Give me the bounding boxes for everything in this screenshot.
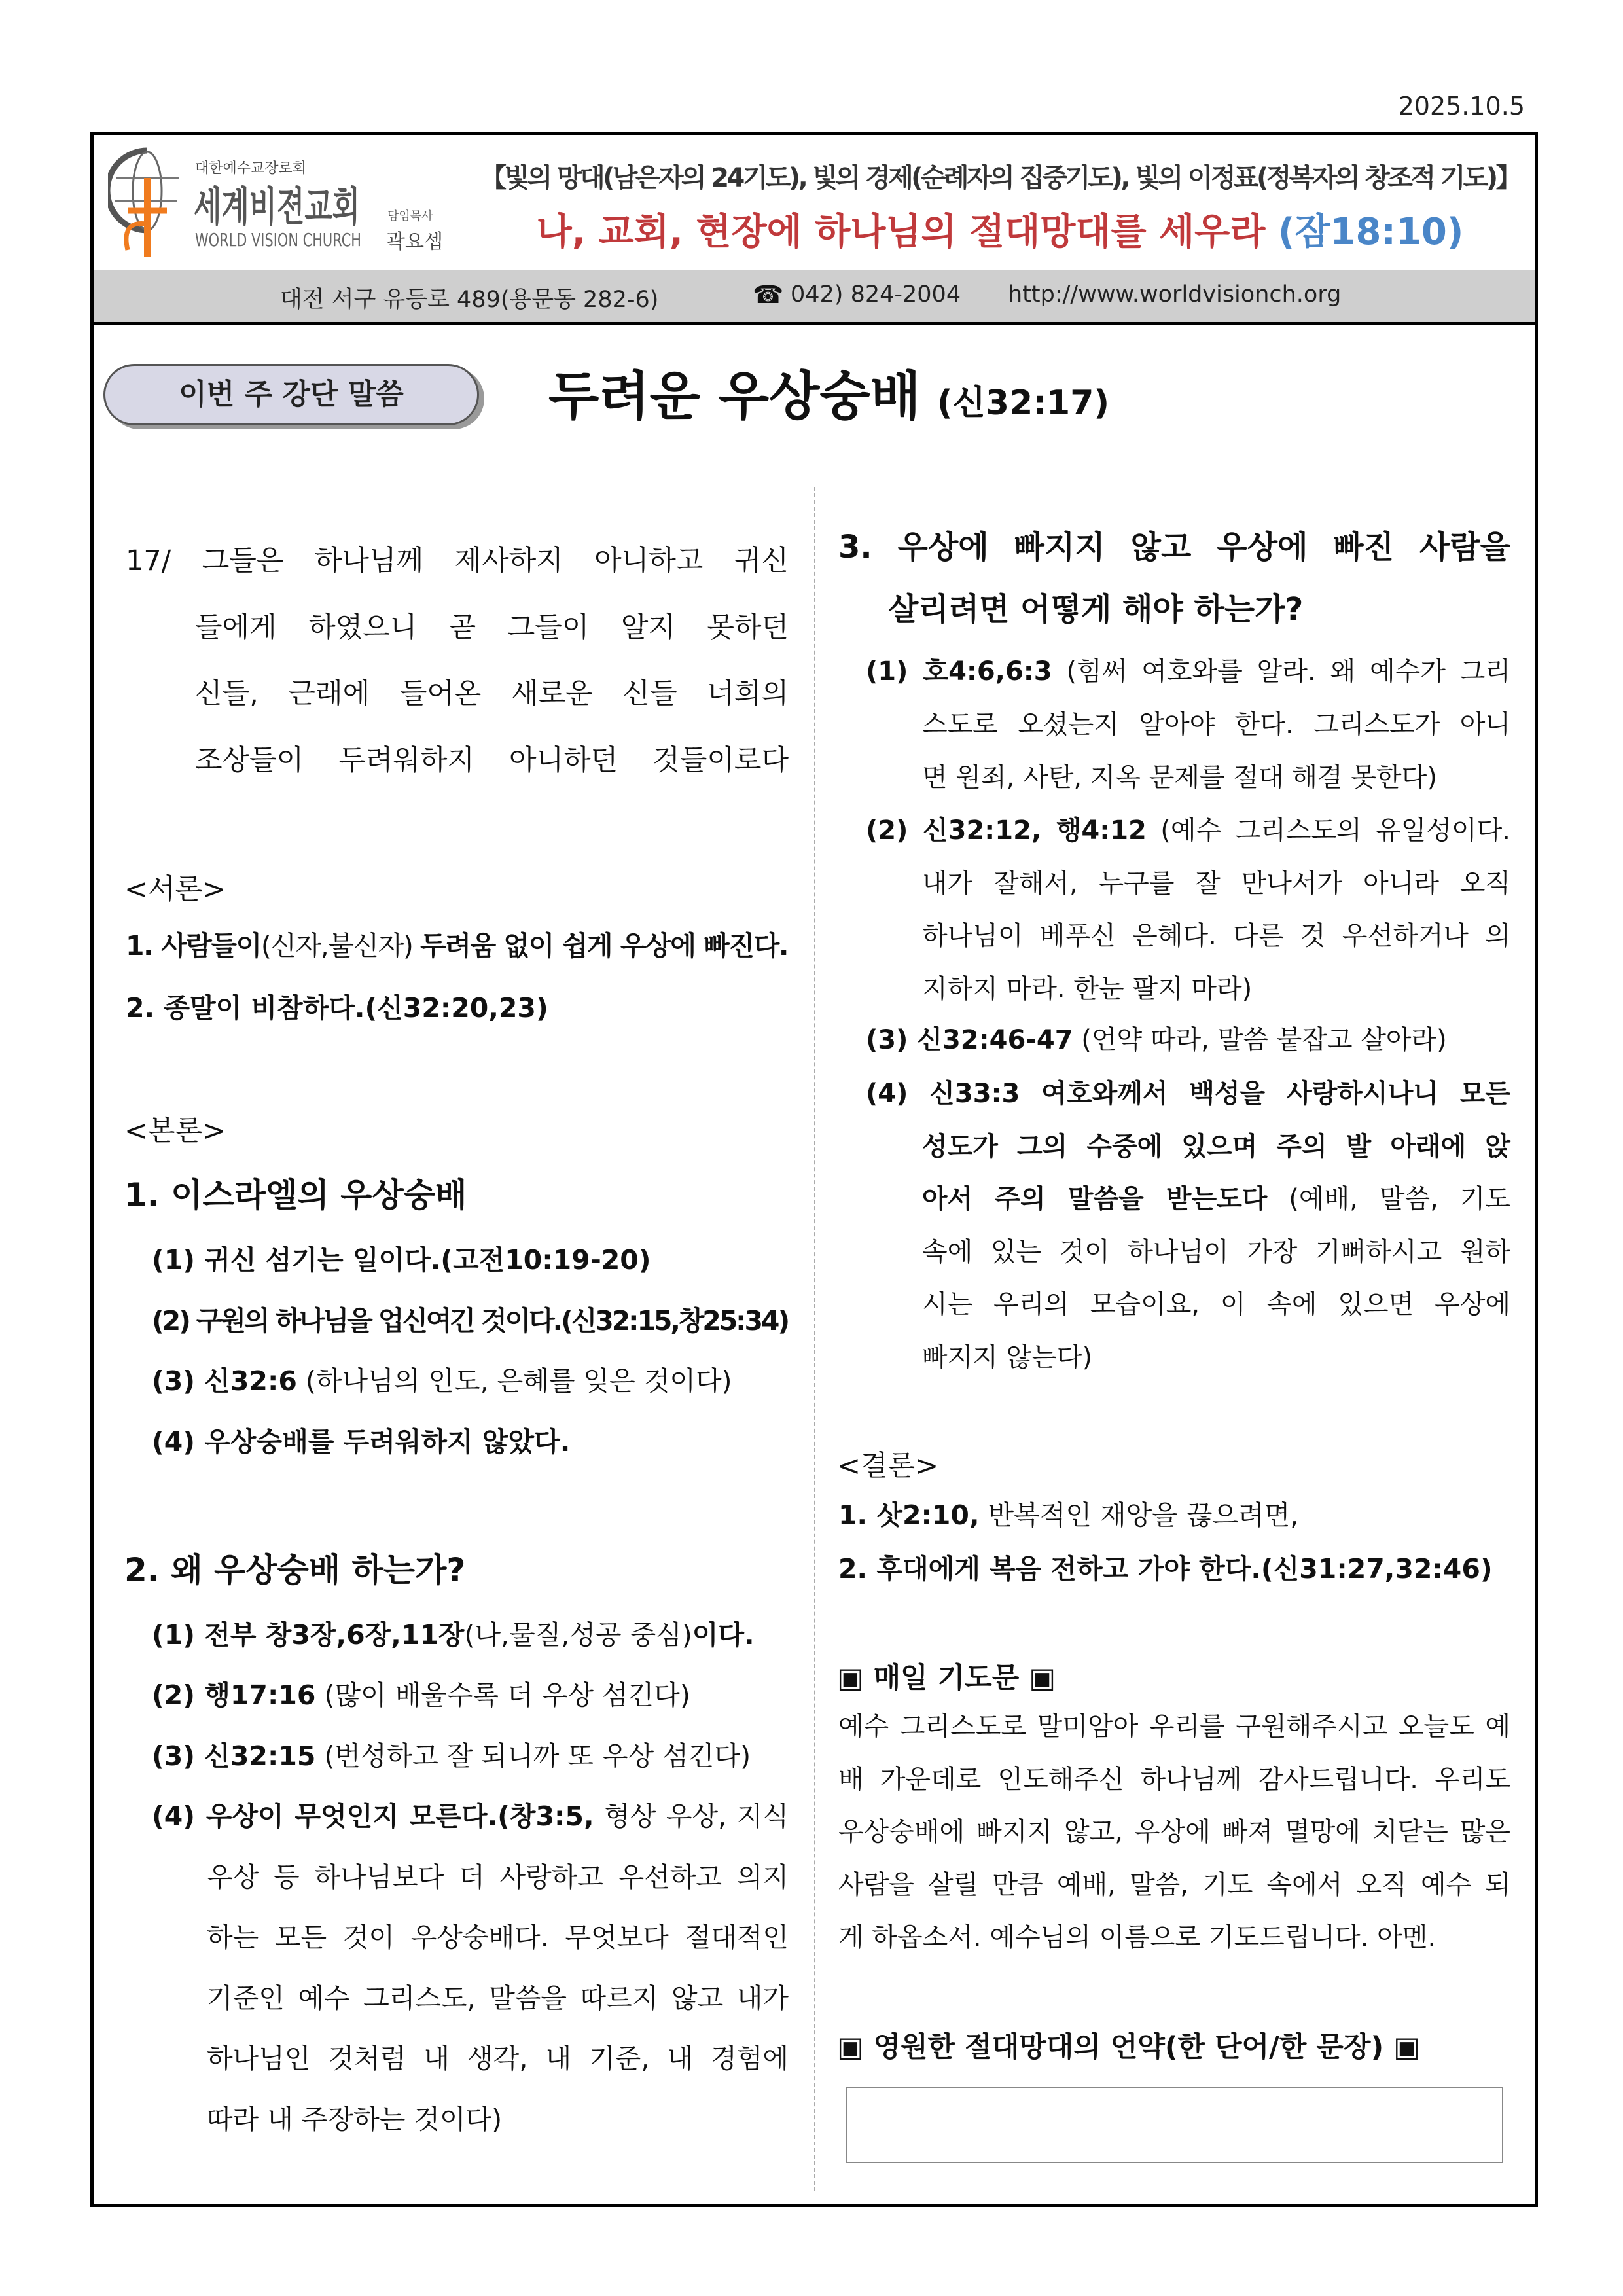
how-to-save-item-text: (4) 신33:3 여호와께서 백성을 사랑하시나니 모든	[866, 1079, 1510, 1109]
website-link[interactable]: http://www.worldvisionch.org	[1008, 281, 1342, 308]
how-to-save-item-line	[922, 916, 1510, 956]
conclusion-label: <결론>	[837, 1450, 939, 1482]
how-to-save-item-text: (3) 신32:46-47	[866, 1025, 1073, 1055]
how-to-save-item-text: 속에 있는 것이 하나님이 가장 기뻐하시고 원하	[922, 1236, 1510, 1267]
israel-idolatry-item-text: (2) 구원의 하나님을 업신여긴 것이다.(신32:15,창25:34)	[152, 1305, 788, 1336]
date: 2025.10.5	[1398, 92, 1525, 120]
how-to-save-item-line	[866, 811, 1510, 850]
how-to-save-item-line	[922, 1127, 1510, 1166]
why-idolatry-item-text: 기준인 예수 그리스도, 말씀을 따르지 않고 내가	[207, 1982, 789, 2014]
address: 대전 서구 유등로 489(용문동 282-6)	[280, 287, 659, 313]
israel-idolatry-item-text: (4) 우상숭배를 두려워하지 않았다.	[152, 1426, 571, 1458]
why-idolatry-item-text: (많이 배울수록 더 우상 섬긴다)	[315, 1679, 690, 1711]
prayer-line	[838, 1707, 1510, 1746]
israel-idolatry-item-line	[152, 1301, 788, 1340]
heading-how-to-save-text: 3. 우상에 빠지지 않고 우상에 빠진 사람을	[838, 529, 1510, 565]
how-to-save-item-text: 스도로 오셨는지 알아야 한다. 그리스도가 아니	[922, 709, 1510, 740]
why-idolatry-item-line	[207, 2100, 502, 2139]
prayer-line	[838, 1760, 1510, 1799]
prayer-line	[838, 1812, 1510, 1852]
heading-why-idolatry: 2. 왜 우상숭배 하는가?	[124, 1551, 466, 1589]
how-to-save-item-line	[922, 1338, 1092, 1377]
sermon-title-line	[548, 364, 1109, 429]
how-to-save-item-line	[866, 652, 1510, 691]
how-to-save-item-text: (예배, 말씀, 기도	[1267, 1184, 1510, 1215]
intro-item-text: (신자,불신자)	[260, 930, 421, 961]
why-idolatry-item-line	[207, 2039, 789, 2078]
why-idolatry-item-line	[152, 1736, 751, 1776]
how-to-save-item-line	[866, 1074, 1510, 1113]
why-idolatry-item-line	[152, 1676, 690, 1715]
intro-item-line	[126, 926, 788, 965]
why-idolatry-item-text: 형상 우상, 지식	[594, 1801, 789, 1832]
verse-line	[195, 608, 789, 647]
why-idolatry-item-line	[207, 1979, 789, 2018]
verse-text: 들에게 하였으니 곧 그들이 알지 못하던	[195, 611, 789, 644]
why-idolatry-item-text: 하나님인 것처럼 내 생각, 내 기준, 내 경험에	[207, 2043, 789, 2074]
why-idolatry-item-text: (번성하고 잘 되니까 또 우상 섬긴다)	[315, 1740, 751, 1772]
conclusion-item-text: 1. 삿2:10,	[838, 1499, 980, 1531]
how-to-save-item-line	[922, 705, 1510, 744]
how-to-save-item-text: 아서 주의 말씀을 받는도다	[922, 1184, 1268, 1215]
church-english-name: WORLD VISION CHURCH	[195, 229, 361, 251]
why-idolatry-item-text: (나,물질,성공 중심)	[464, 1619, 692, 1651]
pastor-title: 담임목사	[387, 209, 433, 223]
how-to-save-item-text: (2) 신32:12, 행4:12	[866, 816, 1147, 846]
column-divider	[814, 487, 815, 2191]
how-to-save-item-text: 면 원죄, 사탄, 지옥 문제를 절대 해결 못한다)	[922, 762, 1437, 793]
intro-label: <서론>	[124, 873, 226, 906]
why-idolatry-item-text: (1) 전부 창3장,6장,11장	[152, 1619, 465, 1651]
how-to-save-item-text: (힘써 여호와를 알라. 왜 예수가 그리	[1052, 656, 1510, 687]
intro-item-text: 두려움 없이 쉽게 우상에 빠진다.	[420, 930, 788, 961]
intro-item-text: 2. 종말이 비참하다.(신32:20,23)	[126, 992, 548, 1024]
header-motto: 나, 교회, 현장에 하나님의 절대망대를 세우라	[536, 211, 1266, 253]
verse-line	[126, 541, 789, 581]
why-idolatry-item-line	[207, 1857, 789, 1897]
why-idolatry-item-text: 이다.	[692, 1619, 755, 1651]
verse-text: 신들, 근래에 들어온 새로운 신들 너희의	[195, 677, 789, 710]
header-themes: 【빛의 망대(남은자의 24기도), 빛의 경제(순례자의 집중기도), 빛의 이정표(정복자의 창조적 기도)】	[480, 163, 1520, 193]
covenant-title: ▣ 영원한 절대망대의 언약(한 단어/한 문장) ▣	[837, 2031, 1420, 2064]
church-logo	[108, 145, 187, 260]
israel-idolatry-item-line	[152, 1361, 732, 1401]
prayer-line	[838, 1918, 1436, 1957]
why-idolatry-item-text: (4) 우상이 무엇인지 모른다.(창3:5,	[152, 1801, 594, 1832]
how-to-save-item-line	[866, 1020, 1447, 1060]
conclusion-item-line	[838, 1549, 1493, 1588]
how-to-save-item-text: 빠지지 않는다)	[922, 1342, 1093, 1372]
how-to-save-item-line	[922, 864, 1510, 903]
prayer-text: 우상숭배에 빠지지 않고, 우상에 빠져 멸망에 치닫는 많은	[838, 1817, 1510, 1848]
heading-how-to-save-text: 살리려면 어떻게 해야 하는가?	[888, 591, 1304, 628]
how-to-save-item-text: 시는 우리의 모습이요, 이 속에 있으면 우상에	[922, 1289, 1510, 1320]
verse-line	[195, 741, 789, 780]
conclusion-item-text: 반복적인 재앙을 끊으려면,	[979, 1499, 1299, 1531]
prayer-line	[838, 1865, 1510, 1905]
heading-how-to-save-line	[888, 590, 1303, 629]
why-idolatry-item-text: 따라 내 주장하는 것이다)	[207, 2103, 503, 2135]
israel-idolatry-item-line	[152, 1240, 651, 1280]
why-idolatry-item-line	[152, 1797, 789, 1836]
how-to-save-item-line	[922, 758, 1437, 797]
israel-idolatry-item-line	[152, 1422, 570, 1462]
why-idolatry-item-line	[152, 1615, 755, 1655]
how-to-save-item-line	[922, 1179, 1510, 1219]
how-to-save-item-text: 하나님이 베푸신 은혜다. 다른 것 우선하거나 의	[922, 921, 1510, 951]
how-to-save-item-text: (언약 따라, 말씀 붙잡고 살아라)	[1073, 1025, 1447, 1055]
intro-item-text: 1. 사람들이	[126, 930, 261, 961]
prayer-text: 배 가운데로 인도해주신 하나님께 감사드립니다. 우리도	[838, 1764, 1510, 1795]
conclusion-item-text: 2. 후대에게 복음 전하고 가야 한다.(신31:27,32:46)	[838, 1553, 1493, 1585]
israel-idolatry-item-text: (하나님의 인도, 은혜를 잊은 것이다)	[296, 1365, 732, 1397]
globe-cross-icon	[108, 145, 187, 260]
why-idolatry-item-text: (2) 행17:16	[152, 1679, 316, 1711]
israel-idolatry-item-text: (1) 귀신 섬기는 일이다.(고전10:19-20)	[152, 1244, 651, 1276]
church-name: 세계비젼교회	[194, 183, 360, 230]
conclusion-item-line	[838, 1496, 1298, 1535]
verse-text: 조상들이 두려워하지 아니하던 것들이로다	[195, 744, 789, 777]
prayer-title: ▣ 매일 기도문 ▣	[837, 1662, 1056, 1695]
how-to-save-item-text: (1) 호4:6,6:3	[866, 656, 1052, 687]
intro-item-line	[126, 988, 548, 1028]
prayer-text: 게 하옵소서. 예수님의 이름으로 기도드립니다. 아멘.	[838, 1922, 1436, 1953]
how-to-save-item-text: (예수 그리스도의 유일성이다.	[1146, 816, 1510, 846]
pastor-name: 곽요셉	[386, 230, 443, 253]
header-motto-line	[480, 203, 1520, 255]
body-label: <본론>	[124, 1115, 226, 1147]
verse-text: 17/ 그들은 하나님께 제사하지 아니하고 귀신	[126, 545, 789, 577]
prayer-text: 예수 그리스도로 말미암아 우리를 구원해주시고 오늘도 예	[838, 1712, 1510, 1742]
header-motto-ref: (잠18:10)	[1277, 211, 1464, 253]
why-idolatry-item-text: (3) 신32:15	[152, 1740, 316, 1772]
why-idolatry-item-text: 우상 등 하나님보다 더 사랑하고 우선하고 의지	[207, 1861, 789, 1893]
how-to-save-item-line	[922, 1285, 1510, 1324]
heading-how-to-save-line	[838, 528, 1510, 567]
how-to-save-item-line	[922, 1232, 1510, 1272]
how-to-save-item-text: 지하지 마라. 한눈 팔지 마라)	[922, 973, 1253, 1004]
telephone-icon: ☎	[753, 280, 784, 309]
sermon-reference: (신32:17)	[936, 384, 1110, 423]
heading-israel-idolatry: 1. 이스라엘의 우상숭배	[124, 1176, 467, 1214]
israel-idolatry-item-text: (3) 신32:6	[152, 1365, 297, 1397]
why-idolatry-item-text: 하는 모든 것이 우상숭배다. 무엇보다 절대적인	[207, 1922, 789, 1953]
sermon-title: 두려운 우상숭배	[548, 366, 921, 427]
how-to-save-item-text: 내가 잘해서, 누구를 잘 만나서가 아니라 오직	[922, 868, 1510, 899]
verse-line	[195, 674, 789, 713]
phone-number: 042) 824-2004	[791, 281, 961, 308]
denomination: 대한예수교장로회	[195, 160, 307, 177]
why-idolatry-item-line	[207, 1918, 789, 1957]
covenant-answer-box[interactable]	[846, 2087, 1503, 2163]
how-to-save-item-line	[922, 969, 1252, 1009]
this-week-badge: 이번 주 강단 말씀	[103, 364, 479, 425]
prayer-text: 사람을 살릴 만큼 예배, 말씀, 기도 속에서 오직 예수 되	[838, 1869, 1510, 1900]
how-to-save-item-text: 성도가 그의 수중에 있으며 주의 발 아래에 앉	[922, 1131, 1510, 1162]
